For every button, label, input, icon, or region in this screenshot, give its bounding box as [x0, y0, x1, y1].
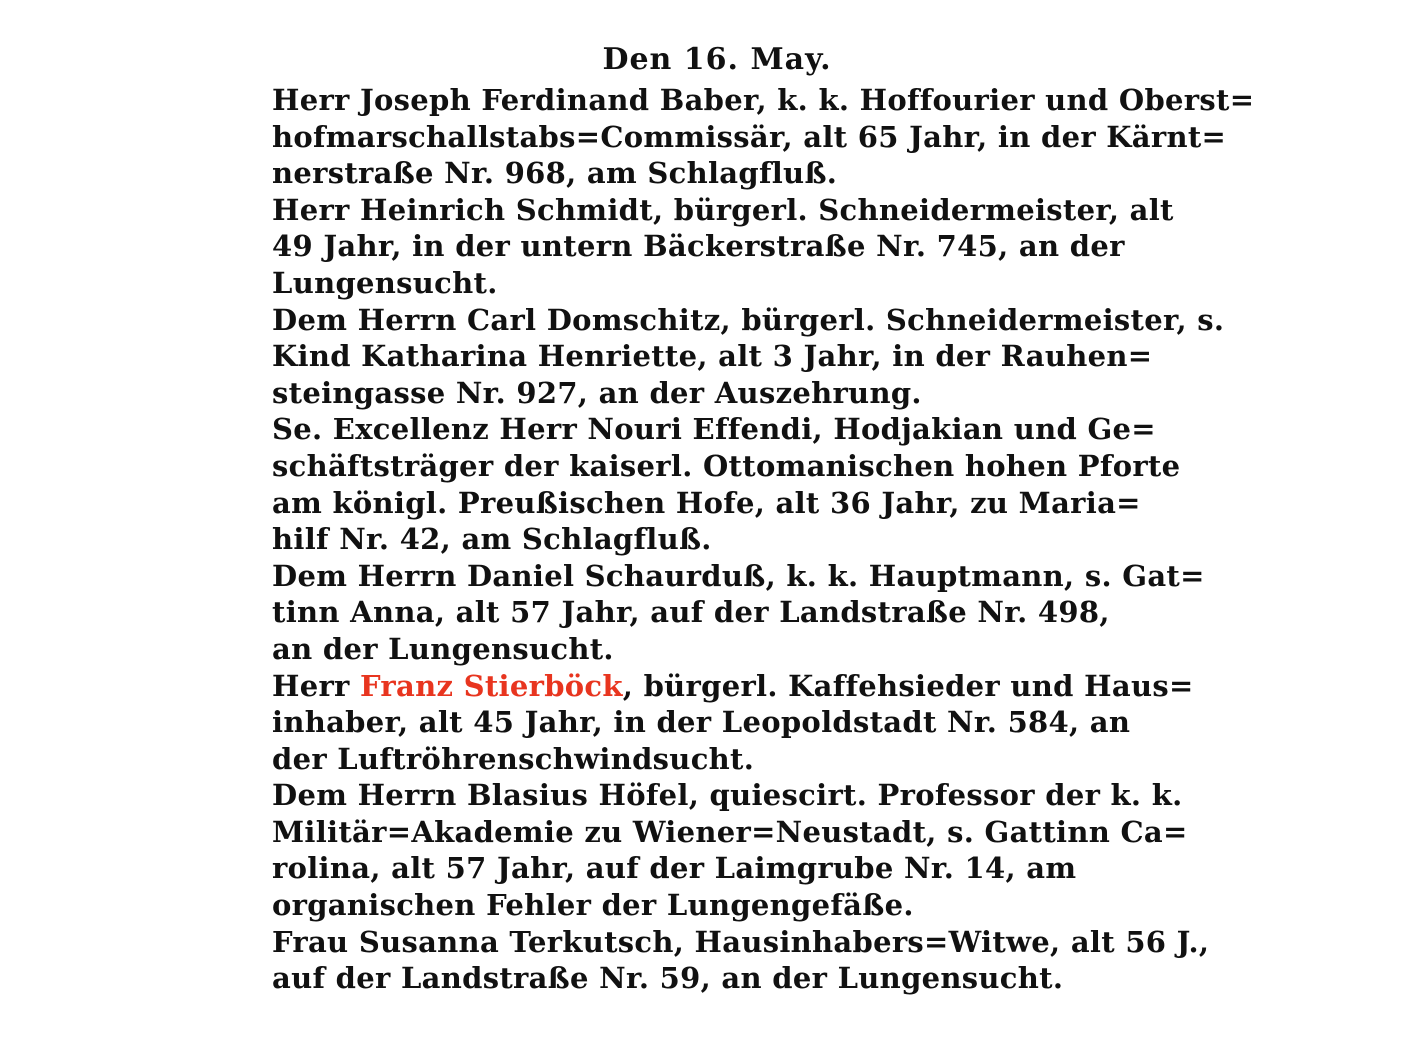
death-entry-highlighted [272, 668, 1194, 778]
entry-line: rolina, alt 57 Jahr, auf der Laimgrube Nr. 14, am [272, 851, 1077, 886]
entry-line: nerstraße Nr. 968, am Schlagfluß. [272, 156, 838, 191]
death-entry [272, 777, 1188, 923]
death-entry [272, 558, 1205, 668]
entry-line: Se. Excellenz Herr Nouri Effendi, Hodjakian und Ge= [272, 412, 1156, 447]
death-entry [272, 302, 1225, 412]
entry-line: steingasse Nr. 927, an der Auszehrung. [272, 375, 922, 410]
entry-suffix: , bürgerl. Kaffehsieder und Haus= [622, 668, 1194, 703]
entry-line: tinn Anna, alt 57 Jahr, auf der Landstraße Nr. 498, [272, 595, 1110, 630]
death-entry [272, 924, 1210, 997]
entry-line: 49 Jahr, in der untern Bäckerstraße Nr. 745, an der [272, 229, 1125, 264]
register-page [272, 38, 1255, 997]
highlighted-name: Franz Stierböck [360, 668, 623, 703]
entry-line: Dem Herrn Daniel Schaurduß, k. k. Hauptmann, s. Gat= [272, 558, 1205, 593]
entry-line: schäftsträger der kaiserl. Ottomanischen hohen Pforte [272, 448, 1181, 483]
entry-line: an der Lungensucht. [272, 631, 614, 666]
entry-line: Kind Katharina Henriette, alt 3 Jahr, in der Rauhen= [272, 339, 1153, 374]
death-entry [272, 411, 1181, 557]
entry-line [272, 668, 1194, 705]
entry-line: organischen Fehler der Lungengefäße. [272, 888, 914, 923]
entry-line: inhaber, alt 45 Jahr, in der Leopoldstadt Nr. 584, an [272, 705, 1131, 740]
entry-line: am königl. Preußischen Hofe, alt 36 Jahr, zu Maria= [272, 485, 1141, 520]
entry-line: Lungensucht. [272, 265, 498, 300]
entry-line: Dem Herrn Blasius Höfel, quiescirt. Professor der k. k. [272, 778, 1183, 813]
date-heading: Den 16. May. [602, 42, 832, 77]
entry-line: Herr Joseph Ferdinand Baber, k. k. Hoffourier und Oberst= [272, 83, 1255, 117]
entry-line: Frau Susanna Terkutsch, Hausinhabers=Witwe, alt 56 J., [272, 924, 1210, 959]
entry-line: hofmarschallstabs=Commissär, alt 65 Jahr, in der Kärnt= [272, 119, 1227, 154]
entry-line: Dem Herrn Carl Domschitz, bürgerl. Schneidermeister, s. [272, 302, 1225, 337]
entry-line: auf der Landstraße Nr. 59, an der Lungensucht. [272, 961, 1064, 996]
death-entry [272, 192, 1174, 302]
entry-line: der Luftröhrenschwindsucht. [272, 741, 755, 776]
entry-line: Herr Heinrich Schmidt, bürgerl. Schneidermeister, alt [272, 192, 1174, 227]
entry-line: hilf Nr. 42, am Schlagfluß. [272, 522, 712, 557]
entry-prefix: Herr [272, 668, 361, 703]
entry-line: Militär=Akademie zu Wiener=Neustadt, s. Gattinn Ca= [272, 814, 1188, 849]
death-entry [272, 82, 1255, 192]
